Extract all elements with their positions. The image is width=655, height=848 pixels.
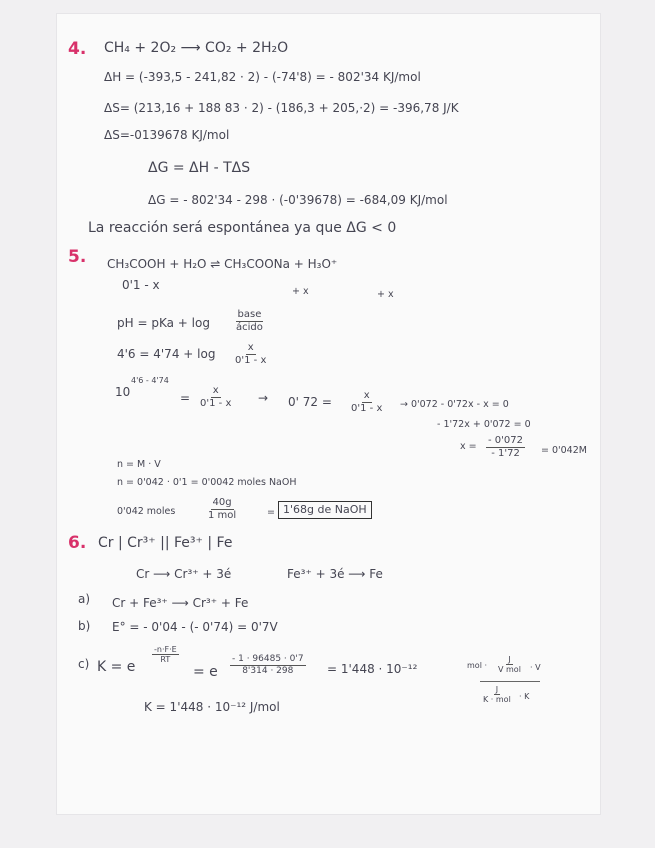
entropy-conversion: ΔS=-0139678 KJ/mol (104, 128, 230, 142)
product-change-2: + x (377, 289, 394, 300)
mass-conversion-left: 0'042 moles (117, 506, 176, 517)
unit-top-fraction: J V mol (498, 655, 521, 674)
gibbs-calculation: ΔG = - 802'34 - 298 · (-0'39678) = -684,09 KJ/mol (148, 193, 448, 207)
part-a-label: a) (78, 592, 91, 606)
final-answer-box: 1'68g de NaOH (278, 501, 372, 519)
gibbs-formula: ΔG = ΔH - TΔS (148, 160, 251, 176)
ratio-value: 0' 72 = (288, 395, 332, 409)
standard-potential: E° = - 0'04 - (- 0'74) = 0'7V (112, 620, 278, 634)
problem-4-number: 4. (68, 39, 87, 59)
problem-6-number: 6. (68, 533, 87, 553)
product-change-1: + x (292, 286, 309, 297)
henderson-substitution: 4'6 = 4'74 + log (117, 347, 216, 361)
moles-calculation: n = 0'042 · 0'1 = 0'0042 moles NaOH (117, 477, 297, 488)
unit-bottom-right: · K (519, 692, 530, 701)
unit-divider (480, 681, 540, 682)
unit-top-right: · V (530, 663, 541, 672)
k-result: = 1'448 · 10⁻¹² (327, 662, 418, 676)
part-b-label: b) (78, 619, 91, 633)
part-c-label: c) (78, 657, 90, 671)
reduction-half-reaction: Fe³⁺ + 3é ⟶ Fe (287, 567, 383, 581)
x-over-initial-fraction: $\frac{x}{0'1 - x}$ (235, 342, 267, 366)
exponent-value-fraction: $\frac{- 1 \cdot 96485 \cdot 0'7}{8'314 \cdot 298}$ (232, 654, 304, 676)
unit-top-left: mol · (467, 661, 487, 670)
equilibrium-k: K = e (97, 659, 136, 675)
enthalpy-calculation: ΔH = (-393,5 - 241,82 · 2) - (-74'8) = - 802'34 KJ/mol (104, 70, 421, 84)
power-exponent: 4'6 - 4'74 (131, 376, 169, 385)
cell-notation: Cr | Cr³⁺ || Fe³⁺ | Fe (98, 535, 233, 551)
problem-5-number: 5. (68, 247, 87, 267)
implies-arrow: → (258, 391, 269, 405)
equation-step-1: → 0'072 - 0'72x - x = 0 (400, 399, 509, 410)
ratio-fraction: $\frac{x}{0'1 - x}$ (351, 390, 383, 414)
oxidation-half-reaction: Cr ⟶ Cr³⁺ + 3é (136, 567, 232, 581)
final-k-value: K = 1'448 · 10⁻¹² J/mol (144, 700, 280, 714)
exponent-fraction: $\frac{-n\cdot F\cdot E}{RT}$ (154, 645, 177, 664)
entropy-calculation: ΔS= (213,16 + 188 83 · 2) - (186,3 + 205,·2) = -396,78 J/K (104, 101, 459, 115)
x-solution-label: x = (460, 441, 477, 452)
equation-step-2: - 1'72x + 0'072 = 0 (437, 419, 531, 430)
base-acid-fraction: base ácido (236, 309, 263, 333)
spontaneity-conclusion: La reacción será espontánea ya que ΔG < 0 (88, 220, 397, 236)
problem-5-reaction: CH₃COOH + H₂O ⇌ CH₃COONa + H₃O⁺ (107, 257, 338, 271)
power-equals: = (180, 391, 191, 405)
unit-bottom-fraction: J K · mol (483, 685, 511, 704)
overall-reaction: Cr + Fe³⁺ ⟶ Cr³⁺ + Fe (112, 596, 249, 610)
problem-4-reaction: CH₄ + 2O₂ ⟶ CO₂ + 2H₂O (104, 40, 289, 56)
power-fraction: $\frac{x}{0'1 - x}$ (200, 385, 232, 409)
e-symbol: = e (193, 664, 218, 680)
x-solution-result: = 0'042M (541, 445, 587, 456)
moles-formula: n = M · V (117, 459, 161, 470)
x-solution-fraction: $\frac{- 0'072}{- 1'72}$ (488, 435, 523, 459)
initial-concentration: 0'1 - x (122, 278, 160, 292)
power-base: 10 (115, 385, 131, 399)
molar-mass-fraction: 40g 1 mol (208, 497, 237, 521)
henderson-equation: pH = pKa + log (117, 316, 210, 330)
